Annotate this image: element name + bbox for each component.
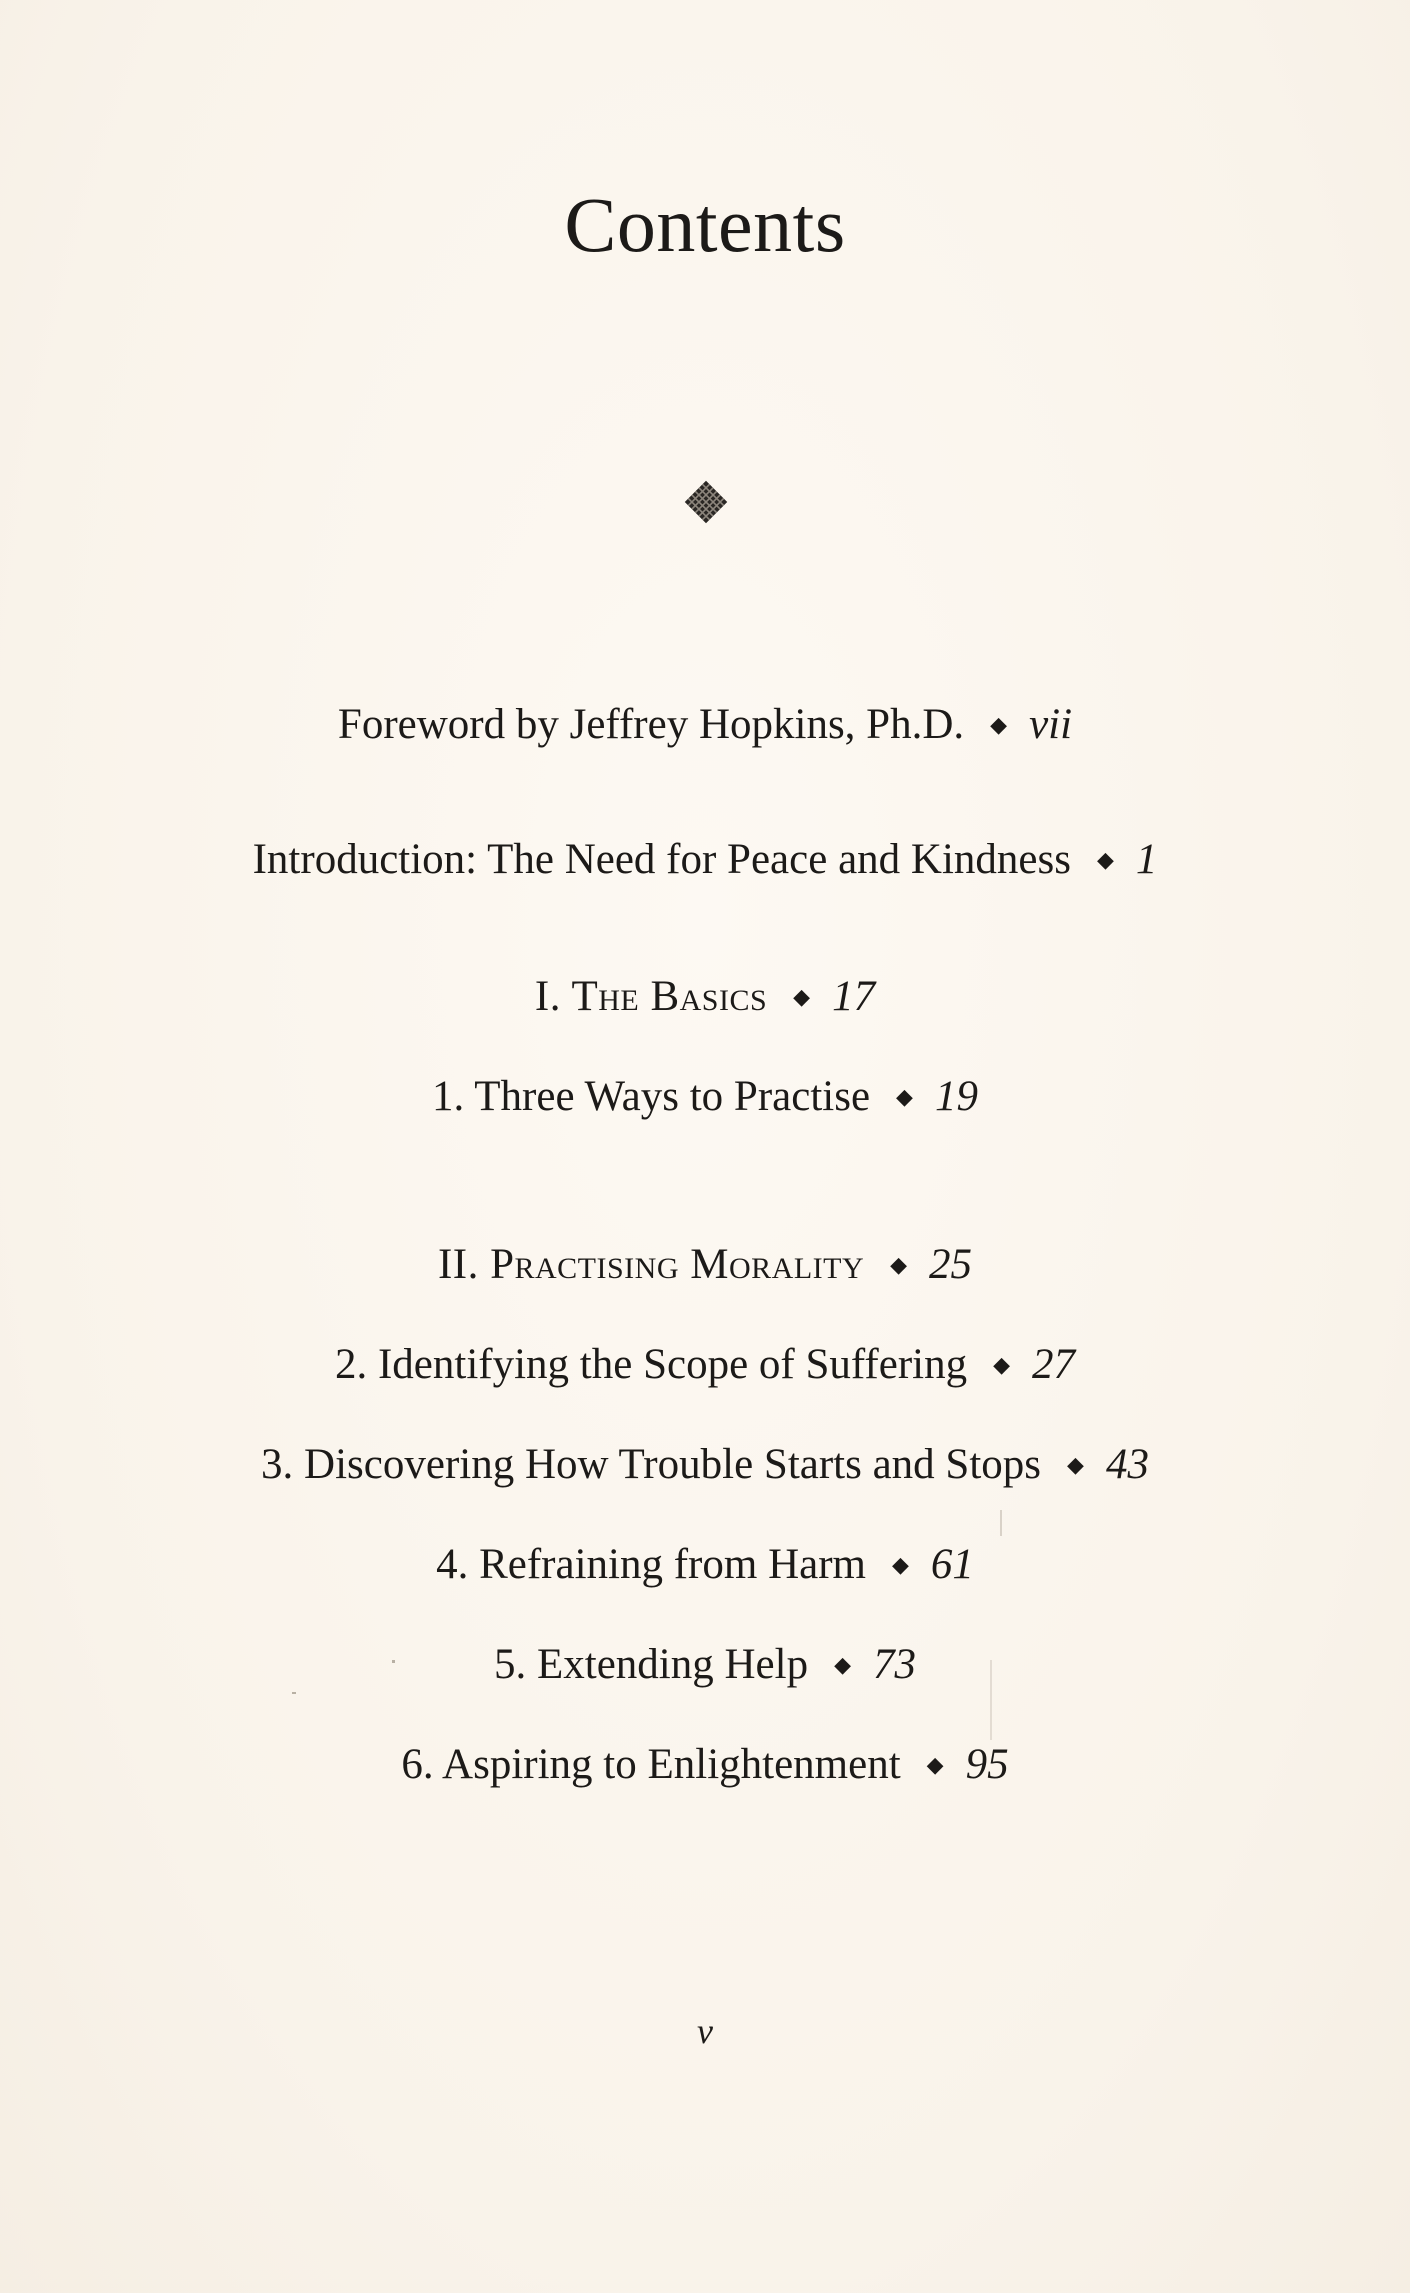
toc-part-morality (0, 1240, 1410, 1289)
toc-entry-page: 1 (1135, 836, 1158, 883)
toc-part-label: II. Practising Morality (437, 1241, 865, 1288)
toc-entry-page: 61 (930, 1541, 974, 1588)
toc-entry-label: 1. Three Ways to Practise (432, 1073, 871, 1120)
diamond-separator-icon: ◆ (834, 1652, 851, 1678)
diamond-separator-icon: ◆ (793, 984, 811, 1010)
diamond-separator-icon: ◆ (896, 1084, 913, 1110)
diamond-separator-icon: ◆ (890, 1252, 908, 1278)
paper-speck (292, 1692, 296, 1694)
toc-entry-page: 27 (1032, 1341, 1076, 1388)
toc-entry-label: Foreword by Jeffrey Hopkins, Ph.D. (337, 701, 965, 748)
toc-entry-page: 95 (965, 1741, 1009, 1788)
diamond-separator-icon: ◆ (990, 712, 1008, 738)
paper-speck (1000, 1510, 1002, 1536)
diamond-separator-icon: ◆ (891, 1552, 909, 1578)
page-number: v (697, 2011, 713, 2051)
toc-entry-page: vii (1029, 701, 1073, 748)
toc-entry-chapter-5 (0, 1640, 1410, 1689)
toc-entry-chapter-6 (0, 1740, 1410, 1789)
diamond-separator-icon: ◆ (1096, 847, 1114, 873)
page-title: Contents (564, 181, 846, 268)
toc-entry-label: 4. Refraining from Harm (436, 1541, 866, 1588)
toc-entry-chapter-4 (0, 1540, 1410, 1589)
endless-knot-icon (682, 478, 730, 526)
toc-entry-label: 5. Extending Help (493, 1641, 809, 1688)
toc-entry-label: 3. Discovering How Trouble Starts and Stops (261, 1441, 1042, 1488)
diamond-separator-icon: ◆ (926, 1752, 944, 1778)
toc-entry-label: 2. Identifying the Scope of Suffering (334, 1341, 968, 1388)
toc-entry-introduction (0, 835, 1410, 884)
toc-entry-label: Introduction: The Need for Peace and Kindness (252, 836, 1071, 883)
toc-entry-chapter-3 (0, 1440, 1410, 1489)
toc-entry-page: 17 (832, 973, 876, 1020)
toc-entry-page: 43 (1105, 1441, 1149, 1488)
diamond-separator-icon: ◆ (1067, 1452, 1084, 1478)
paper-speck (392, 1660, 395, 1663)
toc-entry-page: 25 (929, 1241, 973, 1288)
toc-part-basics (0, 972, 1410, 1021)
toc-entry-chapter-1 (0, 1072, 1410, 1121)
diamond-separator-icon: ◆ (993, 1352, 1011, 1378)
toc-entry-label: 6. Aspiring to Enlightenment (401, 1741, 901, 1788)
toc-entry-chapter-2 (0, 1340, 1410, 1389)
toc-entry-page: 19 (934, 1073, 978, 1120)
toc-entry-page: 73 (873, 1641, 916, 1688)
paper-speck (990, 1660, 992, 1740)
toc-entry-foreword (0, 700, 1410, 749)
toc-part-label: I. The Basics (534, 973, 768, 1020)
